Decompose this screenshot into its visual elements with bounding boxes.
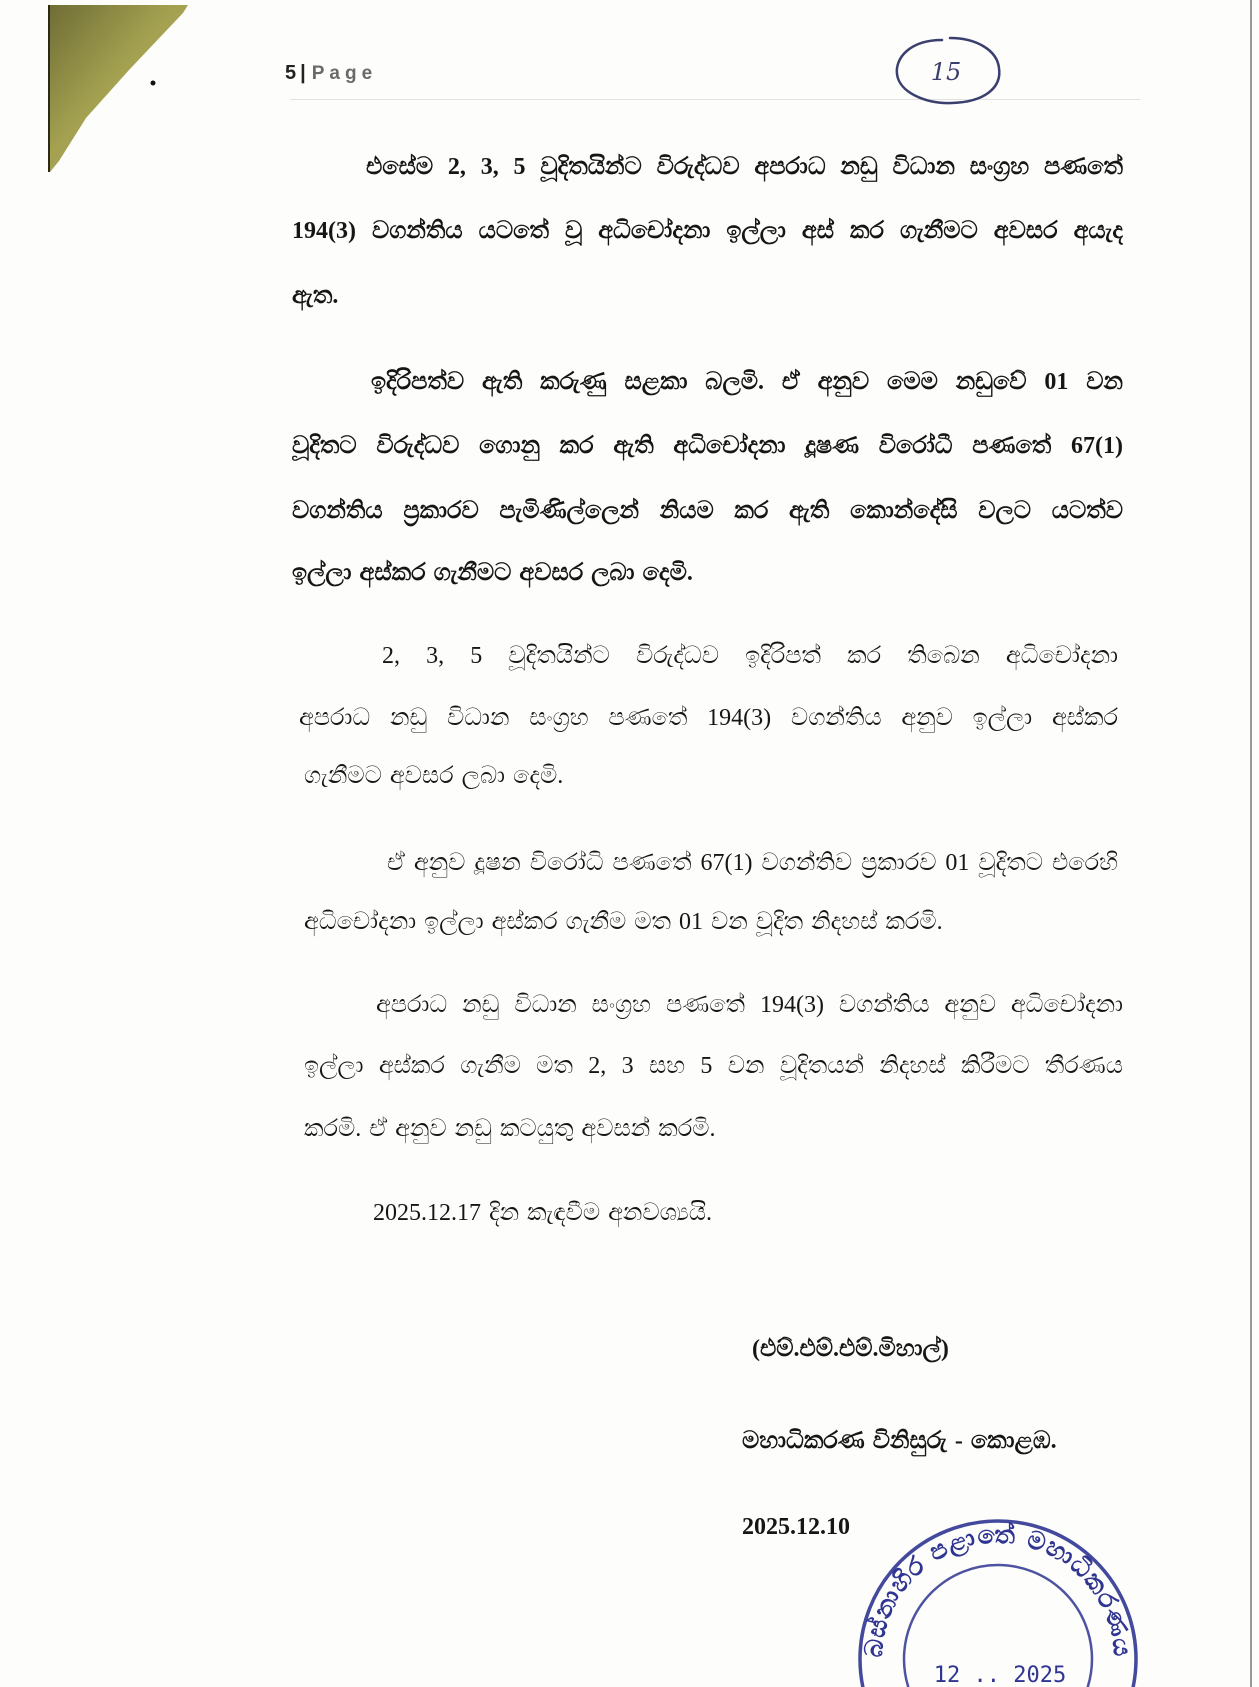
paragraph-line: ඒ අනුව දූෂන විරෝධි පණතේ 67(1) වගන්තිව ප්‍රකාරව 01 වූදිතට එරෙහි <box>387 850 1118 876</box>
paragraph-line: ගැනීමට අවසර ලබා දෙමි. <box>304 763 564 789</box>
page-separator: | <box>300 62 306 84</box>
handwritten-page-number <box>880 28 1020 118</box>
paragraph-line: එසේම 2, 3, 5 වූදිතයින්ට විරුද්ධව අපරාධ නඩු විධාන සංග්‍රහ පණතේ <box>366 154 1123 180</box>
paragraph-line: අපරාධ නඩු විධාන සංග්‍රහ පණතේ 194(3) වගන්තිය අනුව ඉල්ලා අස්කර <box>299 705 1118 731</box>
seal-date: 12 .. 2025 <box>933 1663 1067 1687</box>
next-date-note: 2025.12.17 දින කැඳවීම අනවශ්‍යයි. <box>373 1200 712 1226</box>
court-seal <box>0 1380 1259 1687</box>
judge-name: (එම්.එම්.එම්.මිහාල්) <box>752 1336 949 1362</box>
paragraph-line: වගන්තිය ප්‍රකාරව පැමිණිල්ලෙන් නියම කර ඇති කොන්දේසි වලට යටත්ව <box>292 498 1123 524</box>
paragraph-line: ඉදිරිපත්ව ඇති කරුණු සළකා බලමි. ඒ අනුව මෙම නඩුවේ 01 වන <box>371 369 1123 395</box>
paragraph-line: අපරාධ නඩු විධාන සංග්‍රහ පණතේ 194(3) වගන්තිය අනුව අධිචෝදනා <box>376 992 1123 1018</box>
paragraph-line: ඇත. <box>292 283 339 309</box>
seal-arc-textpath: බස්නාහිර පළාතේ මහාධිකරණය <box>858 1520 1138 1659</box>
seal-arc-text <box>859 1520 1138 1658</box>
folded-corner <box>0 0 200 185</box>
signature-date: 2025.12.10 <box>742 1514 850 1540</box>
paragraph-line: ඉල්ලා අස්කර ගැනීමට අවසර ලබා දෙමි. <box>292 560 693 586</box>
paragraph-line: 2, 3, 5 වූදිතයින්ට විරුද්ධව ඉදිරිපත් කර තිබෙන අධිචෝදනා <box>382 643 1118 669</box>
paragraph-line: අධිචෝදනා ඉල්ලා අස්කර ගැනීම මත 01 වන වූදිත නිදහස් කරමි. <box>304 909 943 935</box>
paragraph-line: 194(3) වගන්තිය යටතේ වූ අධිචෝදනා ඉල්ලා අස් කර ගැනීමට අවසර අයැද <box>292 218 1123 244</box>
judge-title: මහාධිකරණ විනිසුරු - කොළඹ. <box>742 1428 1057 1454</box>
page-number: 5 <box>285 62 297 84</box>
page-header <box>285 58 377 88</box>
paragraph-line: වූදිතට විරුද්ධව ගොනු කර ඇති අධිචෝදනා දූෂණ විරෝධී පණතේ 67(1) <box>292 433 1123 459</box>
paragraph-line: කරමි. ඒ අනුව නඩු කටයුතු අවසන් කරමි. <box>304 1116 716 1142</box>
page-label: Page <box>311 63 378 84</box>
paragraph-line: ඉල්ලා අස්කර ගැනීම මත 2, 3 සහ 5 වන වූදිතයන් නිදහස් කිරීමට තීරණය <box>304 1053 1123 1079</box>
handwritten-number-text: 15 <box>930 58 962 86</box>
